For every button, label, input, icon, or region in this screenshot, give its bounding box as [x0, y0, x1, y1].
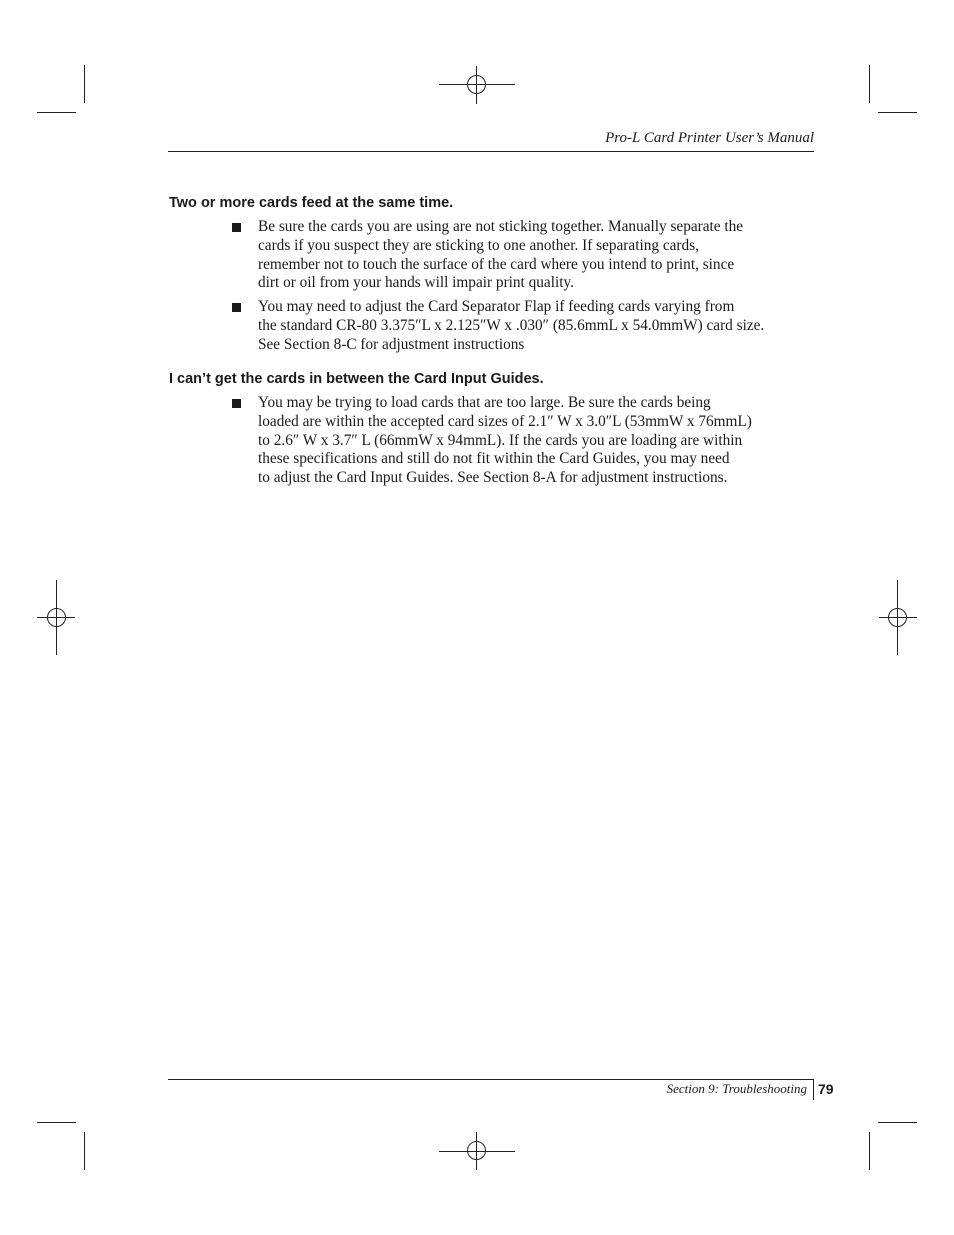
bullet-text-line: remember not to touch the surface of the card where you intend to print, since [258, 255, 735, 273]
bullet-text-line: the standard CR-80 3.375″L x 2.125″W x .030″ (85.6mmL x 54.0mmW) card size. [258, 316, 765, 334]
bullet-text-line: these specifications and still do not fit within the Card Guides, you may need [258, 450, 730, 468]
crop-mark-bottom-right-vertical [869, 1132, 870, 1170]
crop-mark-top-right-vertical [869, 65, 870, 103]
registration-mark-left-circle [47, 608, 66, 627]
bullet-marker [232, 223, 241, 232]
crop-mark-bottom-left-horizontal [37, 1122, 76, 1123]
registration-mark-right-circle [888, 608, 907, 627]
running-header-title: Pro-L Card Printer User’s Manual [605, 130, 814, 146]
bullet-text-line: loaded are within the accepted card sizes of 2.1″ W x 3.0″L (53mmW x 76mmL) [258, 412, 752, 430]
running-footer-section: Section 9: Troubleshooting [666, 1081, 807, 1096]
bullet-text-line: dirt or oil from your hands will impair print quality. [258, 274, 574, 292]
registration-mark-top-circle [467, 75, 486, 94]
bullet-marker [232, 303, 241, 312]
crop-mark-top-left-vertical [84, 65, 85, 103]
crop-mark-bottom-left-vertical [84, 1132, 85, 1170]
bullet-text-line: See Section 8-C for adjustment instructions [258, 335, 525, 353]
bullet-text-line: to adjust the Card Input Guides. See Section 8-A for adjustment instructions. [258, 469, 728, 487]
bullet-text-cards-sticking [258, 218, 814, 293]
bullet-text-line: You may be trying to load cards that are too large. Be sure the cards being [258, 394, 711, 411]
footer-rule [168, 1079, 814, 1080]
registration-mark-bottom-circle [467, 1141, 486, 1160]
section-heading-cards-feed-together: Two or more cards feed at the same time. [169, 195, 454, 211]
bullet-text-card-sizes [258, 394, 814, 488]
bullet-text-line: Be sure the cards you are using are not sticking together. Manually separate the [258, 218, 744, 235]
bullet-text-line: to 2.6″ W x 3.7″ L (66mmW x 94mmL). If the cards you are loading are within [258, 431, 743, 449]
section-heading-card-input-guides: I can’t get the cards in between the Card Input Guides. [169, 371, 544, 387]
page-number: 79 [818, 1081, 834, 1097]
bullet-text-line: cards if you suspect they are sticking to one another. If separating cards, [258, 236, 699, 254]
header-rule [168, 151, 814, 152]
bullet-marker [232, 399, 241, 408]
crop-mark-top-right-horizontal [878, 112, 917, 113]
bullet-text-line: You may need to adjust the Card Separator Flap if feeding cards varying from [258, 298, 735, 315]
bullet-text-separator-flap [258, 298, 814, 354]
crop-mark-bottom-right-horizontal [878, 1122, 917, 1123]
footer-divider [813, 1080, 814, 1100]
crop-mark-top-left-horizontal [37, 112, 76, 113]
